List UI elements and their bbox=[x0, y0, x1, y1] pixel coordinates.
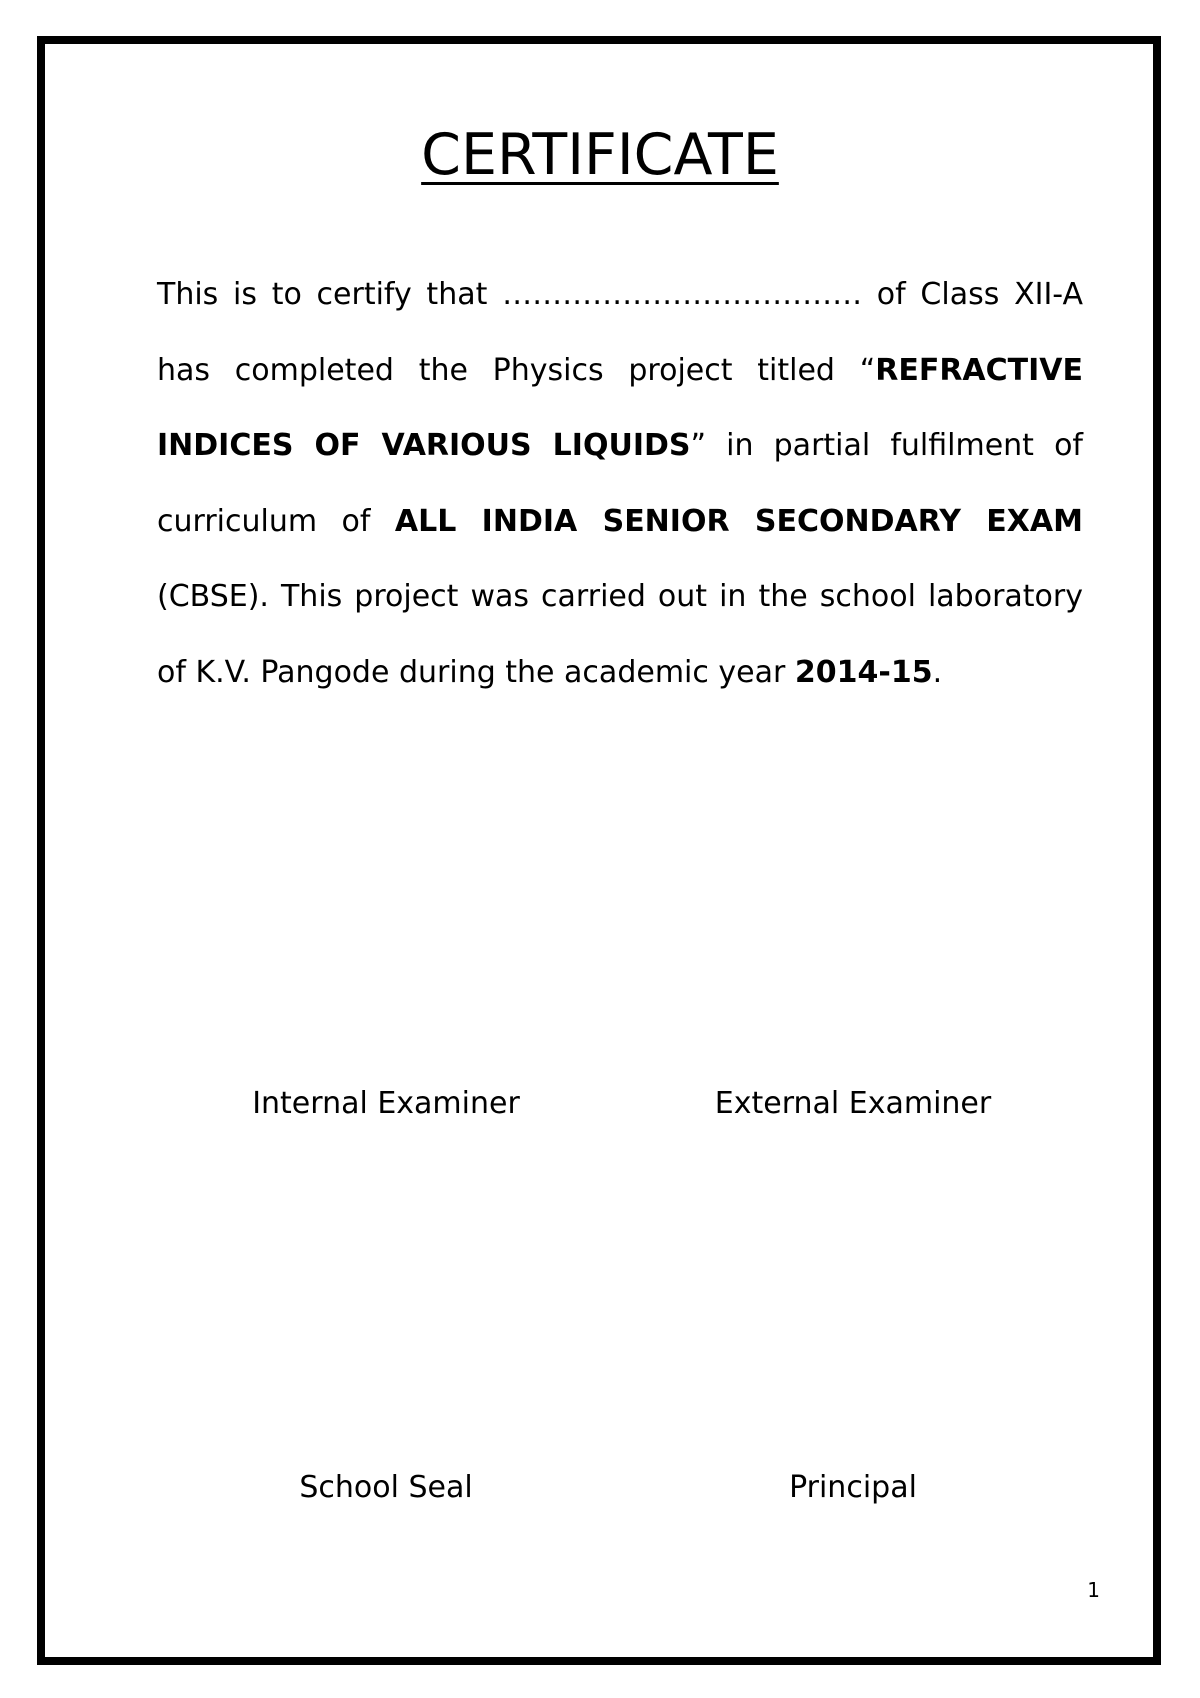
exam-board: ALL INDIA SENIOR SECONDARY EXAM bbox=[394, 503, 1083, 539]
body-text-part-4: . bbox=[932, 654, 943, 690]
certificate-title: CERTIFICATE bbox=[421, 122, 779, 188]
internal-examiner-label: Internal Examiner bbox=[252, 1086, 520, 1121]
principal-label: Principal bbox=[789, 1470, 917, 1505]
academic-year: 2014-15 bbox=[794, 654, 933, 690]
page-number: 1 bbox=[1087, 1578, 1100, 1602]
project-title: REFRACTIVE INDICES OF VARIOUS LIQUIDS bbox=[157, 352, 1083, 463]
body-text-part-3: (CBSE). This project was carried out in the school laboratory of K.V. Pangode during the academic year bbox=[157, 579, 1083, 690]
school-seal-label: School Seal bbox=[299, 1470, 473, 1505]
certificate-title-container bbox=[0, 120, 1200, 190]
body-text-part-2: ” in partial fulfilment of curriculum of bbox=[157, 428, 1083, 539]
body-text-part-1: This is to certify that ……………………………… of Class XII-A has completed the Physics project titled “ bbox=[157, 277, 1083, 388]
certificate-body bbox=[157, 257, 1083, 710]
external-examiner-label: External Examiner bbox=[714, 1086, 992, 1121]
